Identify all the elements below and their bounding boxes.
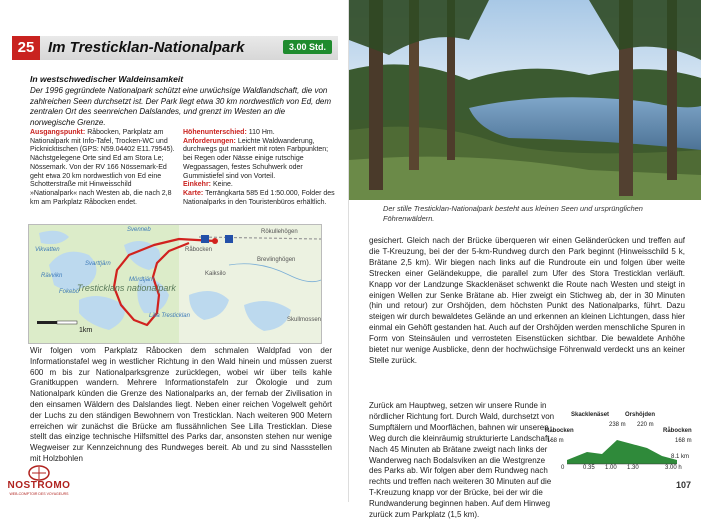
fact-text: Keine.	[212, 181, 233, 189]
elevation-profile	[547, 414, 697, 474]
tour-header	[12, 36, 338, 60]
profile-time: 3.00 h	[665, 465, 682, 471]
tour-intro: Der 1996 gegründete Nationalpark schützt eine urwüchsige Waldlandschaft, die von zahlreichen Seen durchsetzt ist. Der Park liegt etwa 30 km nordwestlich von Ed, dem zentralen Ort des seenreichen Dalslandes, und grenzt im Westen an die norwegische Grenze.	[30, 86, 332, 127]
profile-label-skacklenaset: Skacklenäset	[571, 412, 610, 418]
map-scale-label: 1km	[79, 327, 93, 334]
fact-label: Anforderungen:	[183, 137, 236, 145]
profile-time: 1.00	[605, 465, 617, 471]
profile-label-orshojden: Orshöjden	[625, 412, 656, 418]
forest-lake-photo	[349, 0, 701, 200]
fact-text: Råbocken, Parkplatz am Nationalpark mit Info-Tafel, Trocken-WC und Picknicktischen (GPS: N59.04402 E11.79545). Nächstgelegene Orte sind Ed am Stora Le; Nössemark. Von der RV 166 Nössemark-Ed geht etwa 20 km nordwestlich von Ed eine Schotterstraße mit Hinweisschild »Nationalpark« nach Westen ab, die nach 2,8 km am Parkplatz Råbocken endet.	[30, 129, 175, 206]
photo-caption: Der stille Tresticklan-Nationalpark besteht aus kleinen Seen und ursprünglichen Föhrenwäldern.	[383, 204, 643, 223]
map-area-label: Tresticklans nationalpark	[77, 283, 176, 293]
left-page	[0, 0, 348, 502]
profile-elev-peak1: 238 m	[609, 422, 626, 428]
map-place-label: Skullmossen	[287, 317, 322, 323]
fact-label: Karte:	[183, 189, 204, 197]
profile-time: 0	[561, 465, 565, 471]
profile-elev-left: 168 m	[547, 438, 564, 444]
right-body-text-2: Zurück am Hauptweg, setzen wir unsere Runde in nördlicher Richtung fort. Durch Wald, durchsetzt von Sumpftälern und Moorflächen, bahnen wir unseren Weg durch die kleinräumig strukturierte Landschaft. Nach 45 Minuten ab Brätane zweigt nach links der Wanderweg nach Bodalsviken an die Westgrenze des Parks ab. Wir folgen aber dem Rundweg nach rechts und treffen nach weiteren 30 Minuten auf die T-Kreuzung knapp vor der Brücke, bei der wir die Rundwanderung beginnen haben. Auf dem Hinweg zurück zum Parkplatz (1,5 km).	[369, 401, 555, 520]
logo-tagline: WEB-COMPTOIR DES VOYAGEURS	[9, 492, 69, 496]
fact-label: Höhenunterschied:	[183, 129, 247, 136]
facts-right-column	[183, 129, 336, 207]
duration-badge: 3.00 Std.	[283, 40, 332, 54]
profile-elev-peak2: 220 m	[637, 422, 654, 428]
fact-text: Terrängkarta 585 Ed 1:50.000, Folder des Nationalparks in den Touristenbüros erhältlich.	[183, 189, 335, 206]
fact-text: 110 Hm.	[248, 129, 275, 136]
facts-left-column	[30, 129, 178, 207]
map-place-label: Kaiksilo	[205, 271, 226, 277]
tour-subtitle: In westschwedischer Waldeinsamkeit	[30, 74, 184, 84]
map-lake-label: Rävvikn	[41, 273, 63, 279]
fact-label: Einkehr:	[183, 181, 212, 189]
profile-time: 0.35	[583, 465, 595, 471]
logo-brand: NOSTROMO	[7, 480, 71, 491]
profile-start: Råbocken	[545, 428, 574, 434]
profile-elev-right: 168 m	[675, 438, 692, 444]
profile-distance: 8.1 km	[671, 454, 690, 460]
map-lake-label: Vikvatten	[35, 247, 60, 253]
profile-time: 1.30	[627, 465, 639, 471]
page-number: 107	[675, 480, 691, 490]
fact-text: Leichte Waldwanderung, durchwegs gut markiert mit roten Farbpunkten; bei Regen oder Nässe einige rutschige Wegpassagen, festes Schuhwerk oder Gummistiefel sind von Vorteil.	[183, 137, 329, 180]
right-page	[348, 0, 701, 520]
map-lake-label: Fokebö	[59, 289, 80, 295]
map-lake-label: Svarttjärn	[85, 261, 111, 267]
map-place-label: Brevlinghögen	[257, 257, 296, 263]
tour-title: Im Tresticklan-Nationalpark	[48, 39, 245, 56]
map-lake-label: Svenneb	[127, 227, 151, 233]
profile-end: Råbocken	[663, 428, 692, 434]
map-place-label: Rökullehögen	[261, 229, 298, 235]
map-place-label: Råbocken	[185, 247, 213, 253]
fact-label: Ausgangspunkt:	[30, 129, 86, 136]
left-body-text: Wir folgen vom Parkplatz Råbocken dem schmalen Waldpfad von der Informationstafel weg in westlicher Richtung in den Wald hinein und müssen zuerst 600 m bis zur Nationalparksgrenze zurücklegen, wobei wir über teils kahle Granitkuppen wandern. Mehrere Informationstafeln zur Ökologie und zum Nationalpark künden die Grenze des Nationalparks an, der fernab der Zivilisation in den einsamen Wäldern des Dalslandes liegt. Neben einer reichen Vogelwelt gehört der Luchs zu den ständigen Bewohnern von Tresticklan. Nach weiteren 900 Metern erreichen wir zunächst die Brücke am flussähnlichen See Lilla Tresticklan. Diese stellt das einzige technische Hilfsmittel des Parks dar, ansonsten stehen nur wenige Wegweiser zur Kennzeichnung des Rundweges bereit. Ab und zu sind Nassstellen mit Holzbohlen	[30, 346, 332, 463]
route-map	[28, 224, 322, 344]
map-lake-label: Lilla Tresticklan	[149, 313, 190, 319]
map-lake-label: Mördtjärn	[129, 277, 155, 283]
tour-number: 25	[12, 36, 40, 60]
right-body-text: gesichert. Gleich nach der Brücke überqueren wir einen Geländerücken und treffen auf die T-Kreuzung, bei der der 5-km-Rundweg durch den Park beginnt (Hinweisschild 5 k, Brätane 2,5 km). Wir biegen nach links auf die Rundroute ein und folgen über weite Strecken einer Geländekuppe, die parallel zum Ufer des Stora Tresticklan verläuft. Knapp vor der Landzunge Skacklenäset schwenkt die Route nach Westen und steigt in einigen Wellen zur Senke Brätane ab. Hier zweigt ein Stichweg ab, der in 30 Minuten (hin und retour) zur Orshöjden, dem höchsten Punkt des Nationalparks, führt. Dazu steigen wir durch bewaldetes Gelände an und erkennen an kleinen Lichtungen, dass hier einmal ein Gehöft gestanden hat. Auch auf der Orshöjden werden menschliche Spuren in Form von Steinsäulen und verrosteten Eisenstücken sichtbar. Die bewaldete Anhöhe bietet nur wenige Ausblicke, denn der hochwüchsige Föhrenwald verdeckt uns an keiner Stelle zurück.	[369, 236, 685, 365]
nostromo-logo	[4, 463, 74, 499]
